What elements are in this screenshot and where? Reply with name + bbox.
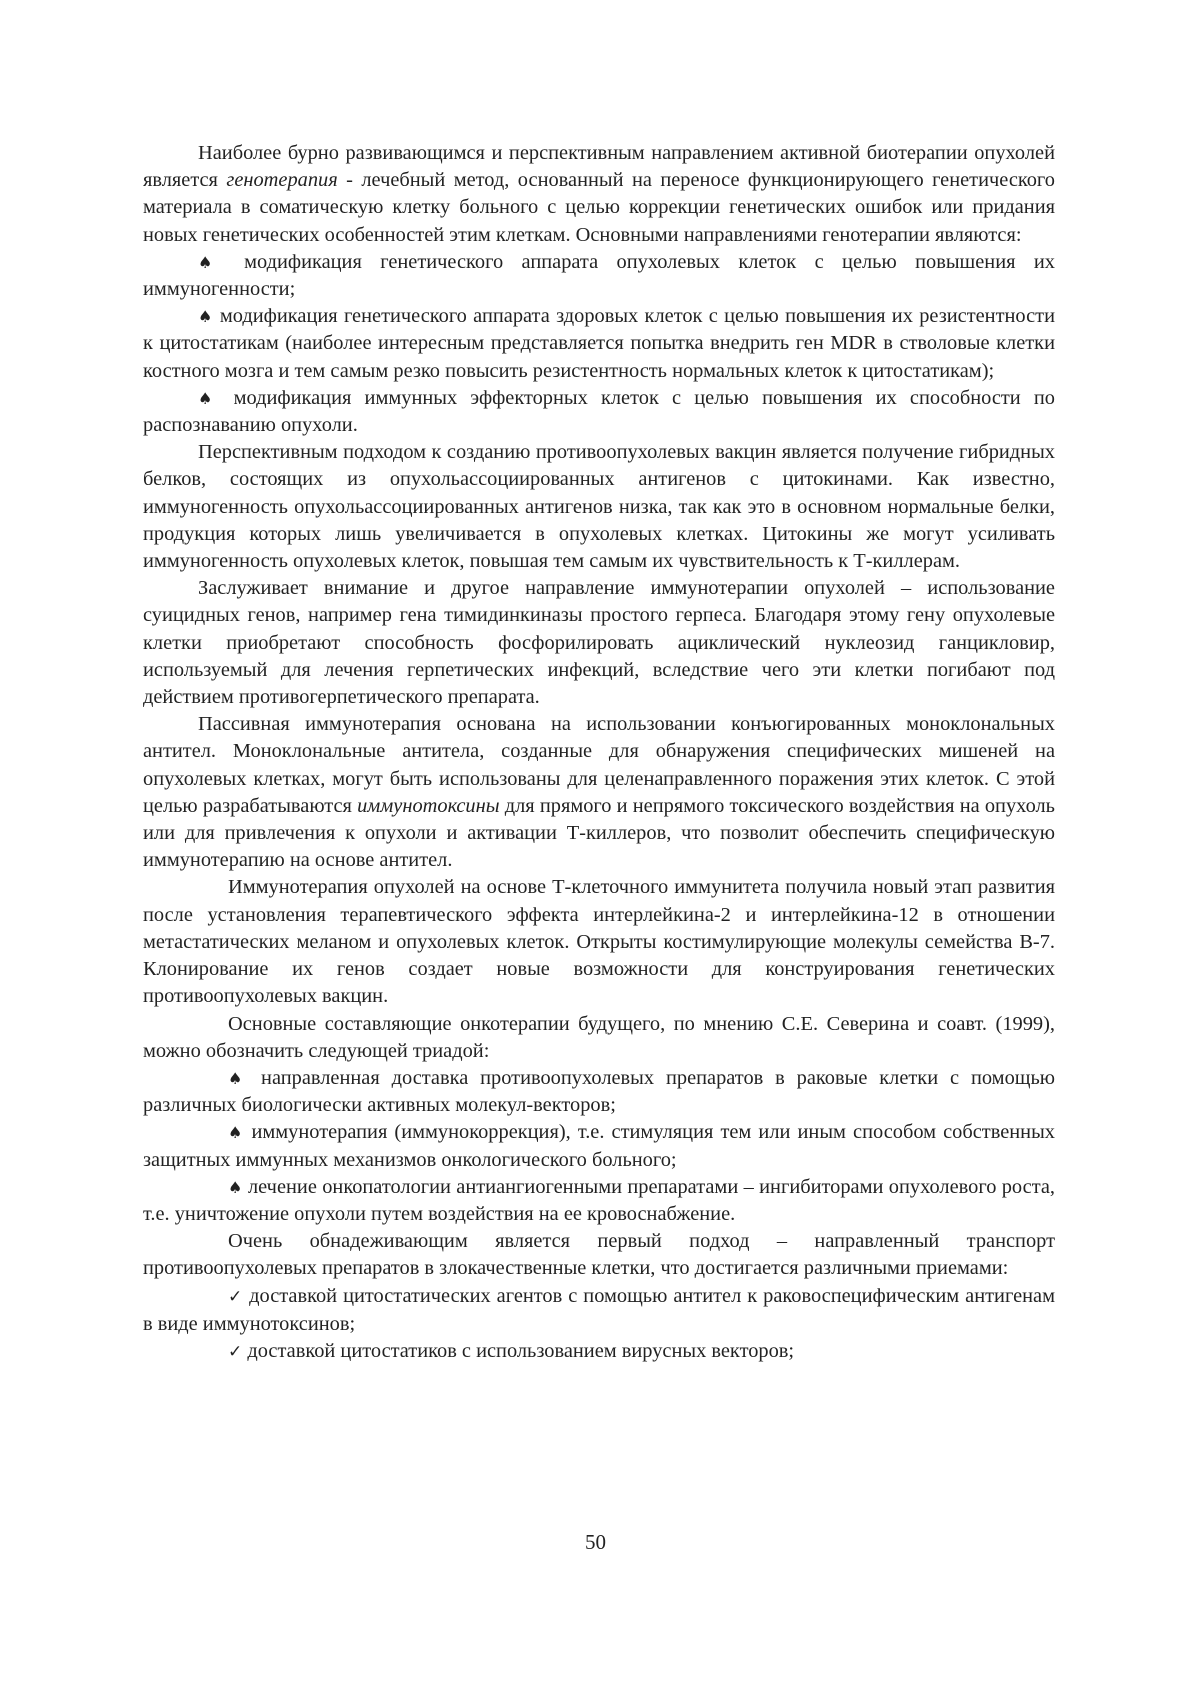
spade-bullet-icon: ♠: [228, 1123, 245, 1143]
spade-bullet-icon: ♠: [198, 252, 226, 272]
check-item: ✓ доставкой цитостатических агентов с помощью антител к раковоспецифическим антигенам в виде иммунотоксинов;: [143, 1284, 1055, 1335]
bullet-item: ♠ направленная доставка противоопухолевых препаратов в раковые клетки с помощью различных биологически активных молекул-векторов;: [143, 1066, 1056, 1117]
checkmark-icon: ✓: [228, 1341, 243, 1362]
bullet-item: ♠ иммунотерапия (иммунокоррекция), т.е. стимуляция тем или иным способом собственных защитных иммунных механизмов онкологического больного;: [143, 1121, 1055, 1171]
checkmark-icon: ✓: [228, 1286, 244, 1307]
paragraph-triad-intro: Основные составляющие онкотерапии будущего, по мнению С.Е. Северина и соавт. (1999), можно обозначить следующей триадой:: [143, 1012, 1055, 1062]
spade-bullet-icon: ♠: [228, 1177, 243, 1197]
spade-bullet-icon: ♠: [198, 307, 214, 327]
paragraph-t-cell-immunity: Иммунотерапия опухолей на основе Т-клеточного иммунитета получила новый этап развития после установления терапевтического эффекта интерлейкина-2 и интерлейкина-12 в отношении метастатических меланом и опухолевых клеток. Открыты костимулирующие молекулы семейства В-7. Клонирование их генов создает новые возможности для конструирования генетических противоопухолевых вакцин.: [143, 876, 1055, 1008]
paragraph-targeted-transport: Очень обнадеживающим является первый подход – направленный транспорт противоопухолевых препаратов в злокачественные клетки, что достигается различными приемами:: [143, 1230, 1055, 1280]
bullet-item: ♠ модификация иммунных эффекторных клеток с целью повышения их способности по распознаванию опухоли.: [143, 386, 1055, 437]
spade-bullet-icon: ♠: [228, 1068, 250, 1088]
page-number: 50: [585, 1530, 606, 1554]
spade-bullet-icon: ♠: [198, 388, 221, 408]
term-genotherapy: генотерапия: [226, 169, 338, 192]
paragraph-vaccines: Перспективным подходом к созданию противоопухолевых вакцин является получение гибридных белков, состоящих из опухольассоциированных антигенов с цитокинами. Как известно, иммуногенность опухольассоциированных антигенов низка, так как это в основном нормальные белки, продукция которых лишь увеличивается в опухолевых клетках. Цитокины же могут усиливать иммуногенность опухолевых клеток, повышая тем самым их чувствительность к Т-киллерам.: [143, 441, 1055, 573]
paragraph-genotherapy: Наиболее бурно развивающимся и перспективным направлением активной биотерапии опухолей является генотерапия - лечебный метод, основанный на переносе функционирующего генетического материала в соматическую клетку больного с целью коррекции генетических ошибок или придания новых генетических особенностей этим клеткам. Основными направлениями генотерапии являются:: [143, 142, 1055, 246]
paragraph-suicide-genes: Заслуживает внимание и другое направление иммунотерапии опухолей – использование суицидных генов, например гена тимидинкиназы простого герпеса. Благодаря этому гену опухолевые клетки приобретают способность фосфорилировать ациклический нуклеозид ганцикловир, используемый для лечения герпетических инфекций, вследствие чего эти клетки погибают под действием противогерпетического препарата.: [143, 577, 1055, 709]
term-immunotoxins: иммунотоксины: [357, 794, 500, 817]
paragraph-passive-immunotherapy: Пассивная иммунотерапия основана на использовании конъюгированных моноклональных антител. Моноклональные антитела, созданные для обнаружения специфических мишеней на опухолевых клетках, могут быть использованы для целенаправленного поражения этих клеток. С этой целью разрабатываются иммунотоксины для прямого и непрямого токсического воздействия на опухоль или для привлечения к опухоли и активации Т-киллеров, что позволит обеспечить специфическую иммунотерапию на основе антител.: [143, 713, 1055, 872]
bullet-item: ♠ лечение онкопатологии антиангиогенными препаратами – ингибиторами опухолевого роста, т.е. уничтожение опухоли путем воздействия на ее кровоснабжение.: [143, 1175, 1055, 1225]
check-item: ✓ доставкой цитостатиков с использованием вирусных векторов;: [228, 1339, 795, 1362]
bullet-item: ♠ модификация генетического аппарата опухолевых клеток с целью повышения их иммуногенности;: [143, 250, 1056, 301]
page-body: [143, 140, 1055, 1366]
bullet-item: ♠ модификация генетического аппарата здоровых клеток с целью повышения их резистентности к цитостатикам (наиболее интересным представляется попытка внедрить ген MDR в стволовые клетки костного мозга и тем самым резко повысить резистентность нормальных клеток к цитостатикам);: [143, 305, 1055, 382]
